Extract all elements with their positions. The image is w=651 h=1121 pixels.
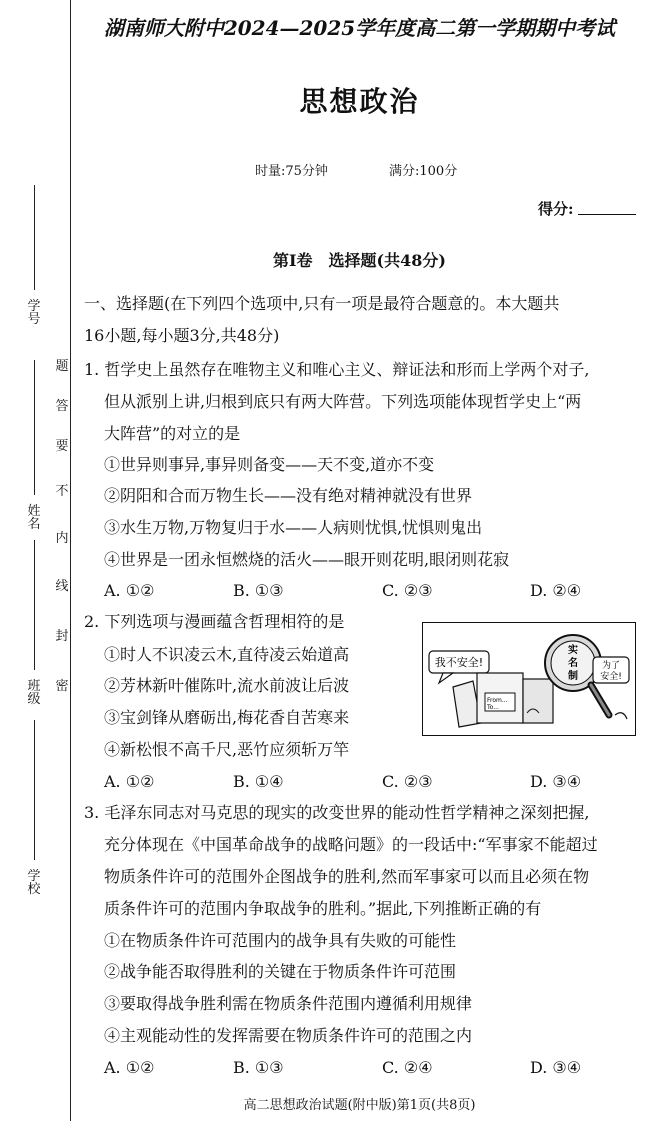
question-stem: 质条件许可的范围内争取战争的胜利。”据此,下列推断正确的有 — [104, 899, 542, 918]
section-instruction: 一、选择题(在下列四个选项中,只有一项是最符合题意的。本大题共 — [84, 294, 560, 313]
question-item: ①时人不识凌云木,直待凌云始道高 — [104, 645, 350, 664]
question-item: ④新松恨不高千尺,恶竹应须斩万竿 — [104, 740, 350, 759]
student-id-label: 学号 — [27, 299, 41, 327]
question-item: ④世界是一团永恒燃烧的活火——眼开则花明,眼闭则花寂 — [104, 550, 510, 569]
class-label: 班级 — [27, 679, 41, 707]
option-b[interactable]: B. ①③ — [233, 1058, 284, 1077]
cartoon-paper-to: To... — [487, 704, 499, 711]
question-item: ①世异则事异,事异则备变——天不变,道亦不变 — [104, 455, 435, 474]
cartoon-bubble-right: 安全! — [600, 672, 622, 682]
name-blank — [34, 360, 35, 495]
seal-char: 答 — [55, 399, 69, 414]
seal-char: 要 — [55, 439, 69, 454]
school-label: 学校 — [27, 869, 41, 897]
option-c[interactable]: C. ②③ — [382, 772, 433, 791]
seal-char: 内 — [55, 531, 69, 546]
page-footer: 高二思想政治试题(附中版)第1页(共8页) — [243, 1098, 476, 1113]
option-b[interactable]: B. ①③ — [233, 581, 284, 600]
option-d[interactable]: D. ②④ — [530, 581, 582, 600]
question-item: ①在物质条件许可范围内的战争具有失败的可能性 — [104, 931, 457, 950]
question-stem: 3. 毛泽东同志对马克思的现实的改变世界的能动性哲学精神之深刻把握, — [84, 803, 590, 822]
question-item: ③要取得战争胜利需在物质条件范围内遵循利用规律 — [104, 994, 473, 1013]
seal-char: 题 — [55, 359, 69, 374]
binding-line — [70, 0, 71, 1121]
question-item: ④主观能动性的发挥需要在物质条件许可的范围之内 — [104, 1026, 473, 1045]
score-label: 得分: — [538, 200, 574, 218]
exam-title: 湖南师大附中2024—2025学年度高二第一学期期中考试 — [103, 16, 616, 40]
question-stem: 1. 哲学史上虽然存在唯物主义和唯心主义、辩证法和形而上学两个对子, — [84, 360, 590, 379]
score-blank[interactable] — [578, 214, 636, 215]
cartoon-glass-char: 名 — [568, 658, 578, 669]
option-a[interactable]: A. ①② — [104, 1058, 155, 1077]
section-instruction: 16小题,每小题3分,共48分) — [84, 326, 280, 345]
question-item: ③宝剑锋从磨砺出,梅花香自苦寒来 — [104, 708, 350, 727]
subject-title: 思想政治 — [299, 85, 420, 118]
question-stem: 充分体现在《中国革命战争的战略问题》的一段话中:“军事家不能超过 — [104, 835, 598, 854]
cartoon-drawing — [423, 623, 635, 735]
option-a[interactable]: A. ①② — [104, 581, 155, 600]
cartoon-glass-char: 实 — [568, 645, 578, 656]
cartoon-paper-from: From... — [487, 697, 508, 704]
cartoon-bubble-left: 我不安全! — [434, 656, 484, 669]
cartoon-glass-char: 制 — [568, 671, 578, 682]
seal-char: 线 — [55, 579, 69, 594]
student-id-blank — [34, 185, 35, 290]
question-stem: 物质条件许可的范围外企图战争的胜利,然而军事家可以而且必须在物 — [104, 867, 590, 886]
question-stem: 2. 下列选项与漫画蕴含哲理相符的是 — [84, 612, 345, 631]
option-d[interactable]: D. ③④ — [530, 1058, 582, 1077]
class-blank — [34, 540, 35, 670]
seal-char: 封 — [55, 629, 69, 644]
exam-time: 时量:75分钟 — [255, 164, 328, 179]
question-stem: 但从派别上讲,归根到底只有两大阵营。下列选项能体现哲学史上“两 — [104, 392, 582, 411]
seal-char: 密 — [55, 679, 69, 694]
cartoon-illustration — [422, 622, 636, 736]
option-b[interactable]: B. ①④ — [233, 772, 284, 791]
question-item: ②阴阳和合而万物生长——没有绝对精神就没有世界 — [104, 486, 473, 505]
name-label: 姓名 — [27, 504, 41, 532]
seal-char: 不 — [55, 484, 69, 499]
section-heading: 第Ⅰ卷 选择题(共48分) — [273, 251, 446, 270]
option-c[interactable]: C. ②④ — [382, 1058, 433, 1077]
option-d[interactable]: D. ③④ — [530, 772, 582, 791]
full-score: 满分:100分 — [389, 164, 458, 179]
question-item: ③水生万物,万物复归于水——人病则忧惧,忧惧则鬼出 — [104, 518, 483, 537]
question-item: ②芳林新叶催陈叶,流水前波让后波 — [104, 676, 350, 695]
question-stem: 大阵营”的对立的是 — [104, 424, 241, 443]
option-c[interactable]: C. ②③ — [382, 581, 433, 600]
option-a[interactable]: A. ①② — [104, 772, 155, 791]
cartoon-bubble-right: 为了 — [601, 661, 621, 671]
school-blank — [34, 720, 35, 860]
question-item: ②战争能否取得胜利的关键在于物质条件许可范围 — [104, 962, 457, 981]
